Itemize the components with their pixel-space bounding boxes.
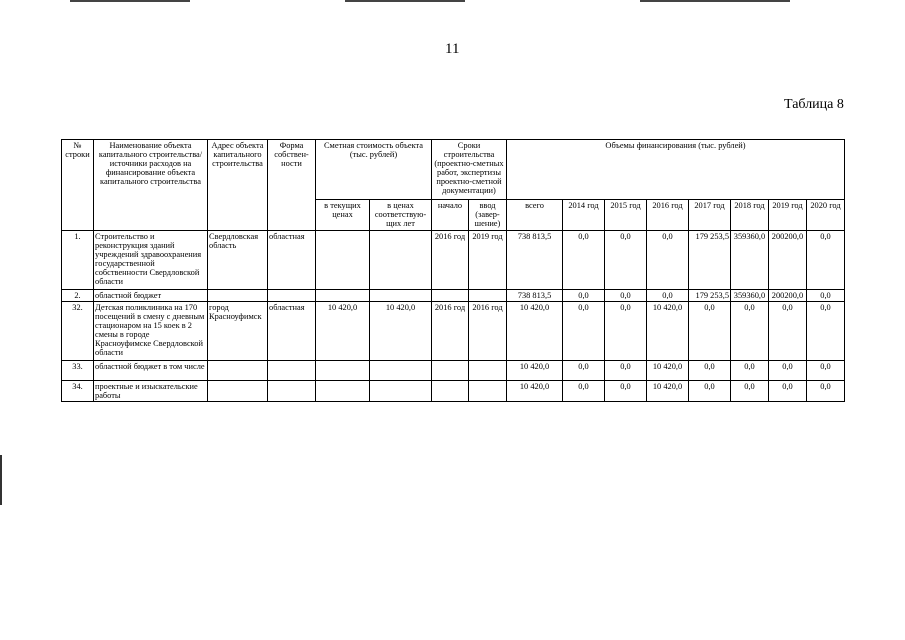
row-address: [208, 290, 268, 302]
row-total: 738 813,5: [507, 290, 563, 302]
row-cost-current: [316, 361, 370, 381]
row-year-value: 10 420,0: [647, 302, 689, 361]
header-ownership: Форма собствен-ности: [268, 140, 316, 231]
row-start: [432, 290, 469, 302]
header-cost-years: в ценах соответствую-щих лет: [370, 200, 432, 231]
row-year-value: 0,0: [769, 381, 807, 402]
top-scan-line: [345, 0, 465, 2]
row-year-value: 10 420,0: [647, 381, 689, 402]
row-total: 10 420,0: [507, 361, 563, 381]
row-cost-current: [316, 231, 370, 290]
row-end: 2016 год: [469, 302, 507, 361]
row-no: 2.: [62, 290, 94, 302]
header-row: [62, 140, 845, 200]
table-row: [62, 231, 845, 290]
row-address: Свердловская область: [208, 231, 268, 290]
scan-edge-mark: [0, 455, 2, 505]
row-no: 1.: [62, 231, 94, 290]
row-start: [432, 381, 469, 402]
row-end: 2019 год: [469, 231, 507, 290]
row-address: [208, 381, 268, 402]
row-year-value: 0,0: [807, 302, 845, 361]
row-no: 33.: [62, 361, 94, 381]
row-total: 10 420,0: [507, 381, 563, 402]
row-ownership: [268, 361, 316, 381]
row-start: [432, 361, 469, 381]
header-address: Адрес объекта капитального строительства: [208, 140, 268, 231]
row-no: 32.: [62, 302, 94, 361]
row-year-value: 0,0: [563, 361, 605, 381]
table-row: [62, 381, 845, 402]
row-cost-current: 10 420,0: [316, 302, 370, 361]
row-year-value: 200200,0: [769, 231, 807, 290]
row-ownership: областная: [268, 302, 316, 361]
row-year-value: 0,0: [563, 381, 605, 402]
row-year-value: 10 420,0: [647, 361, 689, 381]
header-term-start: начало: [432, 200, 469, 231]
row-year-value: 0,0: [605, 361, 647, 381]
row-year-value: 0,0: [731, 361, 769, 381]
header-year: 2017 год: [689, 200, 731, 231]
row-end: [469, 381, 507, 402]
header-terms: Сроки строительства (проектно-сметных работ, экспертизы проектно-сметной документации): [432, 140, 507, 200]
row-year-value: 200200,0: [769, 290, 807, 302]
header-row-no: № строки: [62, 140, 94, 231]
row-year-value: 179 253,5: [689, 231, 731, 290]
row-year-value: 0,0: [807, 381, 845, 402]
header-year: 2015 год: [605, 200, 647, 231]
row-name: Строительство и реконструкция зданий учреждений здравоохранения государственной собственности Свердловской области: [94, 231, 208, 290]
row-end: [469, 290, 507, 302]
page-number: 11: [445, 41, 460, 57]
table-caption: Таблица 8: [784, 97, 844, 112]
row-ownership: [268, 290, 316, 302]
row-ownership: [268, 381, 316, 402]
top-scan-line: [640, 0, 790, 2]
row-year-value: 0,0: [605, 302, 647, 361]
row-cost-years: [370, 231, 432, 290]
row-name: областной бюджет: [94, 290, 208, 302]
row-start: 2016 год: [432, 231, 469, 290]
row-year-value: 0,0: [563, 302, 605, 361]
row-name: проектные и изыскательские работы: [94, 381, 208, 402]
row-year-value: 0,0: [605, 231, 647, 290]
financing-table: [61, 139, 845, 402]
row-cost-years: [370, 290, 432, 302]
header-year: 2016 год: [647, 200, 689, 231]
row-year-value: 0,0: [731, 302, 769, 361]
header-object-name: Наименование объекта капитального строительства/ источники расходов на финансирование объекта капитального строительства: [94, 140, 208, 231]
row-year-value: 0,0: [807, 361, 845, 381]
row-year-value: 359360,0: [731, 231, 769, 290]
row-cost-years: 10 420,0: [370, 302, 432, 361]
row-name: областной бюджет в том числе: [94, 361, 208, 381]
row-year-value: 0,0: [769, 302, 807, 361]
row-year-value: 0,0: [769, 361, 807, 381]
row-cost-years: [370, 361, 432, 381]
header-financing: Объемы финансирования (тыс. рублей): [507, 140, 845, 200]
header-year: 2018 год: [731, 200, 769, 231]
row-ownership: областная: [268, 231, 316, 290]
row-year-value: 0,0: [563, 231, 605, 290]
row-total: 10 420,0: [507, 302, 563, 361]
row-year-value: 0,0: [647, 290, 689, 302]
row-total: 738 813,5: [507, 231, 563, 290]
header-year: 2020 год: [807, 200, 845, 231]
header-cost-current: в текущих ценах: [316, 200, 370, 231]
row-cost-years: [370, 381, 432, 402]
row-start: 2016 год: [432, 302, 469, 361]
row-year-value: 0,0: [563, 290, 605, 302]
row-year-value: 359360,0: [731, 290, 769, 302]
row-address: город Красноуфимск: [208, 302, 268, 361]
row-no: 34.: [62, 381, 94, 402]
header-total: всего: [507, 200, 563, 231]
row-name: Детская поликлиника на 170 посещений в смену с дневным стационаром на 15 коек в 2 смены в городе Красноуфимске Свердловской области: [94, 302, 208, 361]
row-year-value: 0,0: [689, 381, 731, 402]
row-year-value: 0,0: [605, 381, 647, 402]
row-year-value: 0,0: [647, 231, 689, 290]
top-scan-line: [70, 0, 190, 2]
row-year-value: 0,0: [605, 290, 647, 302]
row-year-value: 179 253,5: [689, 290, 731, 302]
row-year-value: 0,0: [689, 361, 731, 381]
row-cost-current: [316, 290, 370, 302]
row-year-value: 0,0: [689, 302, 731, 361]
row-cost-current: [316, 381, 370, 402]
table-row: [62, 361, 845, 381]
header-year: 2014 год: [563, 200, 605, 231]
table-row: [62, 302, 845, 361]
header-term-end: ввод (завер-шение): [469, 200, 507, 231]
table-row: [62, 290, 845, 302]
row-year-value: 0,0: [807, 231, 845, 290]
header-year: 2019 год: [769, 200, 807, 231]
header-cost: Сметная стоимость объекта (тыс. рублей): [316, 140, 432, 200]
row-year-value: 0,0: [731, 381, 769, 402]
row-year-value: 0,0: [807, 290, 845, 302]
row-end: [469, 361, 507, 381]
row-address: [208, 361, 268, 381]
